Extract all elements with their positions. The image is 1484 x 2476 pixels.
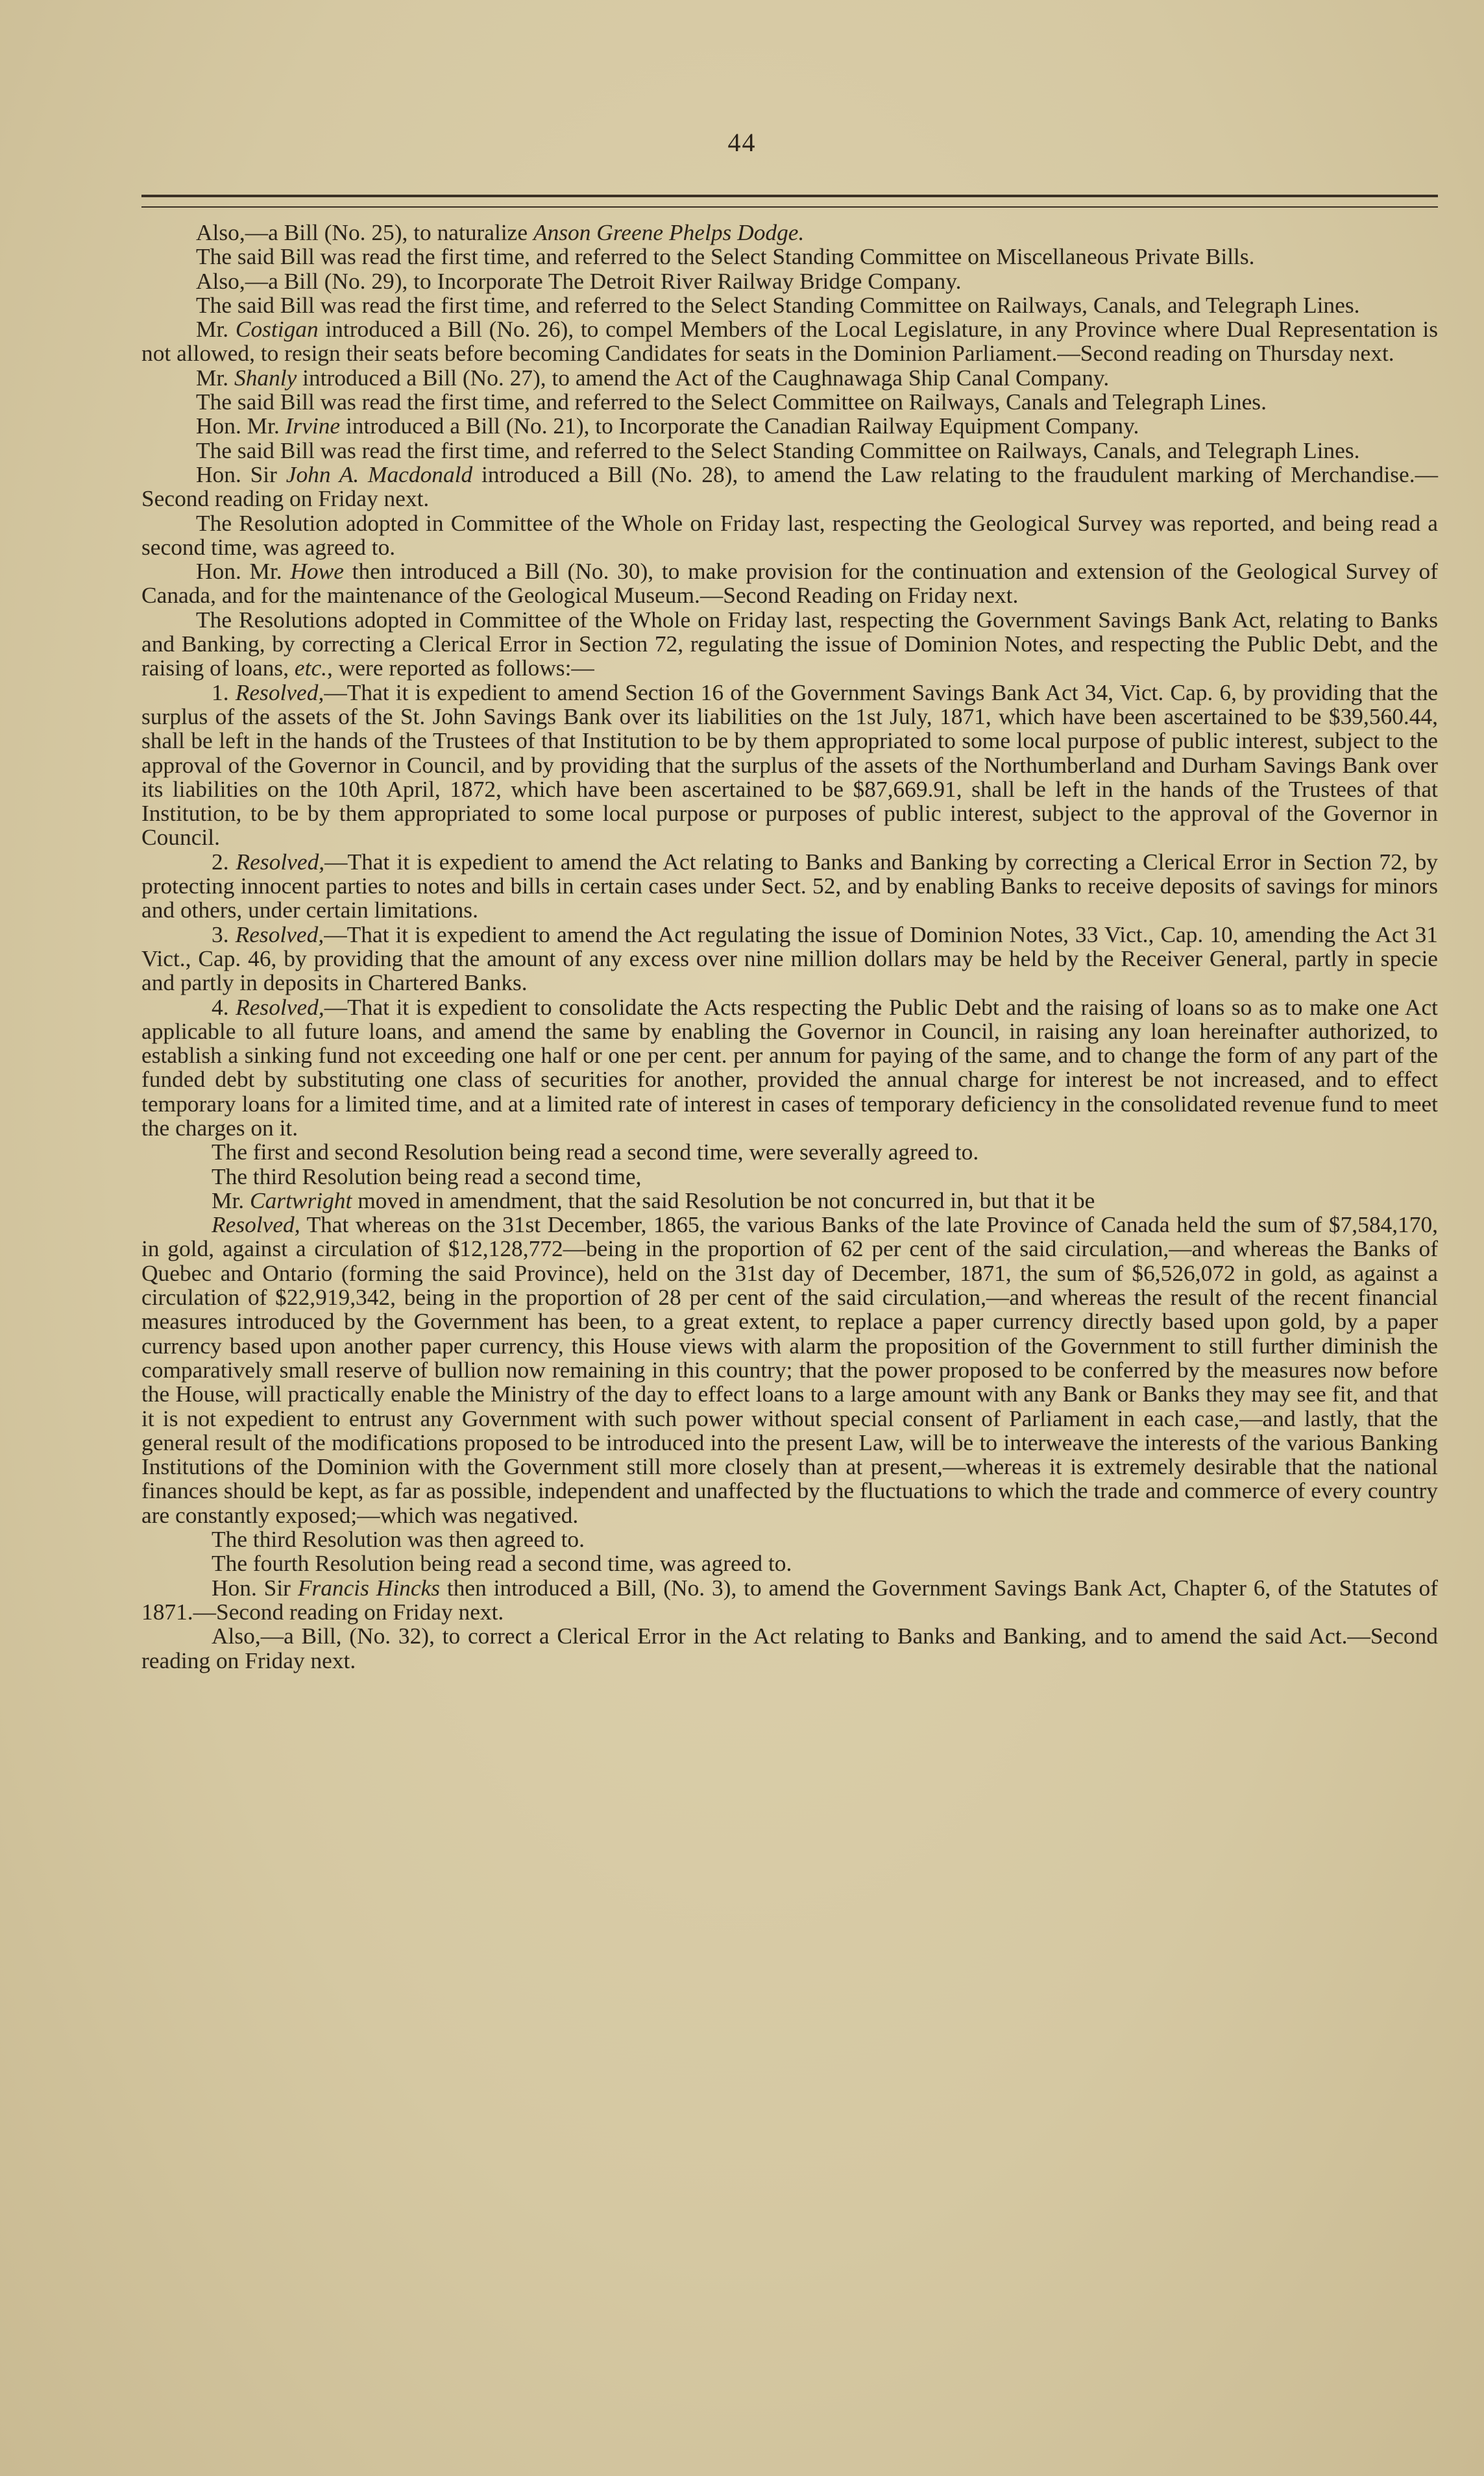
paragraph-p17 (141, 995, 1438, 1141)
body-text: —That it is expedient to amend Section 16 of the Government Savings Bank Act 34, Vict. Cap. 6, by providing that the surplus of the assets of the St. John Savings Bank over its liabilities on the 1st July, 1871, which have been ascertained to be $39,560.44, shall be left in the hands of the Trustees of that Institution to be by them appropriated to some local purpose of public interest, subject to the approval of the Governor in Council, and by providing that the surplus of the assets of the Northumberland and Durham Savings Bank over its liabilities on the 10th April, 1872, which have been ascertained to be $87,669.91, shall be left in the hands of the Trustees of that Institution, to be by them appropriated to some local purpose or purposes of public interest, subject to the approval of the Governor in Council. (141, 679, 1438, 851)
paragraph-p24 (141, 1576, 1438, 1625)
body-text: Hon. Mr. (196, 558, 291, 585)
paragraph-p01 (141, 221, 1438, 245)
body-text: That whereas on the 31st December, 1865, the various Banks of the late Province of Canada held the sum of $7,584,170, in gold, against a circulation of $12,128,772—being in the proportion of 62 per cent of the said circulation,—and whereas the Banks of Quebec and Ontario (forming the said Province), held on the 31st day of December, 1871, the sum of $6,526,072 in gold, as against a circulation of $22,919,342, being in the proportion of 28 per cent of the said circulation,—and whereas the result of the recent financial measures introduced by the Government has been, to a great extent, to replace a paper currency directly based upon gold, by a paper currency based upon another paper currency, this House views with alarm the proposition of the Government to still further diminish the comparatively small reserve of bullion now remaining in this country; that the power proposed to be conferred by the measures now before the House, will practically enable the Ministry of the day to effect loans to a large amount with any Bank or Banks they may see fit, and that it is not expedient to entrust any Government with such power without special consent of Parliament in each case,—and lastly, that the general result of the modifications proposed to be introduced into the present Law, will be to interweave the interests of the various Banking Institutions of the Dominion with the Government still more closely than at present,—whereas it is extremely desirable that the national finances should be kept, as far as possible, independent and unaffected by the fluctuations to which the trade and commerce of every country are constantly exposed;—which was negatived. (141, 1211, 1438, 1528)
italic-text: Resolved, (235, 679, 324, 705)
body-text: moved in amendment, that the said Resolution be not concurred in, but that it be (352, 1187, 1095, 1213)
body-text: Also,—a Bill (No. 25), to naturalize (196, 219, 533, 245)
body-text: The third Resolution was then agreed to. (212, 1526, 585, 1553)
italic-text: Irvine (285, 413, 341, 439)
paragraph-p04 (141, 293, 1438, 317)
body-text: then introduced a Bill, (No. 3), to amend the Government Savings Bank Act, Chapter 6, of the Statutes of 1871.—Second reading on Friday next. (141, 1574, 1439, 1625)
paragraph-p16 (141, 923, 1438, 995)
body-text: Hon. Mr. (196, 413, 286, 439)
body-text: introduced a Bill (No. 27), to amend the Act of the Caughnawaga Ship Canal Company. (297, 364, 1110, 391)
italic-text: Costigan (235, 316, 319, 343)
body-text: Mr. (212, 1187, 250, 1213)
body-text: —That it is expedient to amend the Act regulating the issue of Dominion Notes, 33 Vict., Cap. 10, amending the Act 31 Vict., Cap. 46, by providing that the amount of any excess over nine million dollars may be held by the Receiver General, partly in specie and partly in deposits in Chartered Banks. (141, 921, 1439, 996)
italic-text: Resolved, (236, 848, 325, 875)
paragraph-p02 (141, 245, 1438, 269)
journal-text (141, 221, 1438, 1673)
body-text: Mr. (196, 364, 234, 391)
body-text: 4. (212, 993, 236, 1020)
header-rule-thick (141, 195, 1438, 197)
body-text: The third Resolution being read a second time, (212, 1163, 642, 1189)
body-text: Also,—a Bill, (No. 32), to correct a Clerical Error in the Act relating to Banks and Banking, and to amend the said Act.—Second reading on Friday next. (141, 1623, 1438, 1673)
italic-text: Resolved, (212, 1211, 300, 1238)
body-text: The said Bill was read the first time, and referred to the Select Standing Committee on Railways, Canals, and Telegraph Lines. (196, 291, 1360, 318)
body-text: introduced a Bill (No. 21), to Incorporate the Canadian Railway Equipment Company. (340, 413, 1139, 439)
italic-text: John A. Macdonald (286, 461, 473, 487)
body-text: Hon. Sir (212, 1574, 298, 1601)
paragraph-p15 (141, 850, 1438, 923)
body-text: then introduced a Bill (No. 30), to make provision for the continuation and extension of the Geological Survey of Canada, and for the maintenance of the Geological Museum.—Second Reading on Friday next. (141, 558, 1439, 609)
body-text: —That it is expedient to consolidate the Acts respecting the Public Debt and the raising of loans so as to make one Act applicable to all future loans, and amend the same by enabling the Governor in Council, in raising any loan hereinafter authorized, to establish a sinking fund not exceeding one half or one per cent. per annum for paying of the same, and to change the form of any part of the funded debt by substituting one class of securities for another, provided the annual charge for interest be not increased, and to effect temporary loans for a limited time, and at a limited rate of interest in cases of temporary deficiency in the consolidated revenue fund to meet the charges on it. (141, 993, 1438, 1141)
paragraph-p06 (141, 366, 1438, 390)
italic-text: Howe (290, 558, 344, 585)
paragraph-p08 (141, 414, 1438, 438)
italic-text: Resolved, (236, 993, 324, 1020)
paragraph-p20 (141, 1189, 1438, 1213)
italic-text: Resolved, (235, 921, 324, 947)
paragraph-p10 (141, 463, 1438, 511)
paragraph-p11 (141, 511, 1438, 560)
body-text: 2. (212, 848, 236, 875)
paragraph-p12 (141, 559, 1438, 608)
header-rule-thin (141, 206, 1438, 208)
body-text: 3. (212, 921, 236, 947)
body-text: Also,—a Bill (No. 29), to Incorporate The Detroit River Railway Bridge Company. (196, 267, 962, 294)
body-text: The first and second Resolution being read a second time, were severally agreed to. (212, 1139, 979, 1165)
paragraph-p18 (141, 1140, 1438, 1164)
paragraph-p19 (141, 1165, 1438, 1189)
italic-text: Shanly (234, 364, 297, 391)
body-text: The Resolutions adopted in Committee of the Whole on Friday last, respecting the Government Savings Bank Act, relating to Banks and Banking, by correcting a Clerical Error in Section 72, regulating the issue of Dominion Notes, and respecting the Public Debt, and the raising of loans, (141, 606, 1438, 681)
italic-text: etc. (294, 655, 328, 681)
body-text: Mr. (196, 316, 236, 343)
paragraph-p09 (141, 439, 1438, 463)
paragraph-p23 (141, 1551, 1438, 1575)
paragraph-p25 (141, 1624, 1438, 1673)
paragraph-p13 (141, 608, 1438, 681)
paragraph-p03 (141, 269, 1438, 293)
page-number: 44 (727, 128, 757, 157)
body-text: introduced a Bill (No. 28), to amend the Law relating to the fraudulent marking of Merchandise.—Second reading on Friday next. (141, 461, 1438, 512)
body-text: The said Bill was read the first time, and referred to the Select Standing Committee on Miscellaneous Private Bills. (196, 243, 1255, 270)
paragraph-p07 (141, 390, 1438, 414)
body-text: introduced a Bill (No. 26), to compel Members of the Local Legislature, in any Province where Dual Representation is not allowed, to resign their seats before becoming Candidates for seats in the Dominion Parliament.—Second reading on Thursday next. (141, 316, 1439, 367)
body-text: The said Bill was read the first time, and referred to the Select Standing Committee on Railways, Canals, and Telegraph Lines. (196, 437, 1360, 463)
italic-text: Cartwright (250, 1187, 352, 1213)
body-text: The said Bill was read the first time, and referred to the Select Committee on Railways, Canals and Telegraph Lines. (196, 389, 1267, 415)
paragraph-p21 (141, 1213, 1438, 1527)
italic-text: Anson Greene Phelps Dodge. (533, 219, 805, 245)
paragraph-p05 (141, 317, 1438, 366)
italic-text: Francis Hincks (297, 1574, 441, 1601)
paragraph-p22 (141, 1527, 1438, 1551)
body-text: —That it is expedient to amend the Act relating to Banks and Banking by correcting a Clerical Error in Section 72, by protecting innocent parties to notes and bills in certain cases under Sect. 52, and by enabling Banks to receive deposits of savings for minors and others, under certain limitations. (141, 848, 1439, 923)
body-text: 1. (212, 679, 236, 705)
paragraph-p14 (141, 681, 1438, 850)
body-text: The Resolution adopted in Committee of the Whole on Friday last, respecting the Geological Survey was reported, and being read a second time, was agreed to. (141, 509, 1438, 560)
body-text: , were reported as follows:— (327, 655, 594, 681)
body-text: Hon. Sir (196, 461, 286, 487)
body-text: The fourth Resolution being read a second time, was agreed to. (212, 1550, 792, 1577)
